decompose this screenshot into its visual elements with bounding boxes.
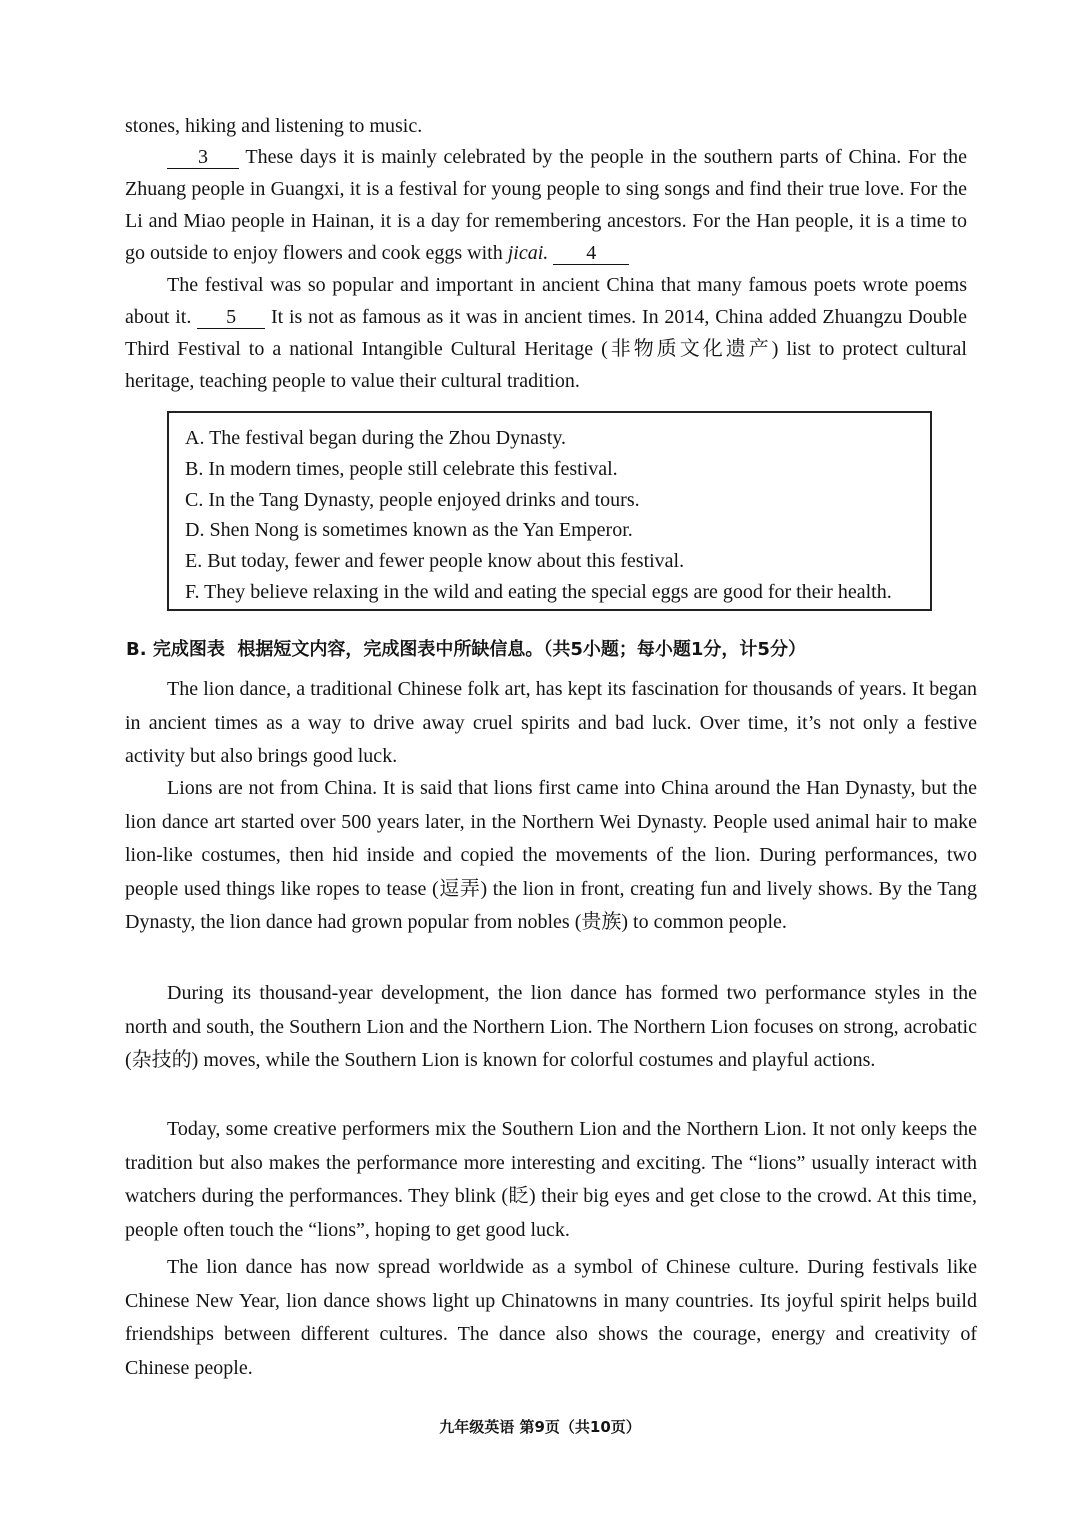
answer-blank-4: 4	[553, 242, 629, 265]
paragraph-b2: Lions are not from China. It is said that lions first came into China around the Han Dynasty, but the lion dance art started over 500 years later, in the Northern Wei Dynasty. People used animal hair to make lion-like costumes, then hid inside and copied the movements of the lion. During performances, two people used things like ropes to tease (逗弄) the lion in front, creating fun and lively shows. By the Tang Dynasty, the lion dance had grown popular from nobles (贵族) to common people.	[125, 777, 977, 933]
option-c: C. In the Tang Dynasty, people enjoyed drinks and tours.	[185, 488, 640, 511]
option-d: D. Shen Nong is sometimes known as the Yan Emperor.	[185, 519, 633, 542]
section-b-heading	[126, 634, 806, 666]
option-b: B. In modern times, people still celebrate this festival.	[185, 457, 618, 480]
paragraph-a0: stones, hiking and listening to music.	[125, 115, 423, 137]
paragraph-a2-text-1: The festival was so popular and important in ancient China that many famous poets wrote poems about it.	[125, 274, 967, 328]
paragraph-b5: The lion dance has now spread worldwide as a symbol of Chinese culture. During festivals like Chinese New Year, lion dance shows light up Chinatowns in many countries. Its joyful spirit helps build friendships between different cultures. The dance also shows the courage, energy and creativity of Chinese people.	[125, 1256, 977, 1379]
paragraph-b3: During its thousand-year development, the lion dance has formed two performance styles in the north and south, the Southern Lion and the Northern Lion. The Northern Lion focuses on strong, acrobatic (杂技的) moves, while the Southern Lion is known for colorful costumes and playful actions.	[125, 982, 977, 1071]
paragraph-a2	[125, 269, 967, 397]
section-b-instruction: 根据短文内容，完成图表中所缺信息。（共5小题；每小题1分，计5分）	[237, 639, 806, 660]
section-b-title: B. 完成图表	[126, 639, 225, 660]
paragraph-a1-text: These days it is mainly celebrated by the people in the southern parts of China. For the Zhuang people in Guangxi, it is a festival for young people to sing songs and find their true love. For the Li and Miao people in Hainan, it is a day for remembering ancestors. For the Han people, it is a time to go outside to enjoy flowers and cook eggs with	[125, 146, 967, 264]
option-e: E. But today, fewer and fewer people know about this festival.	[185, 550, 685, 573]
paragraph-a1	[125, 141, 967, 269]
answer-blank-5: 5	[197, 306, 265, 329]
paragraph-b1: The lion dance, a traditional Chinese folk art, has kept its fascination for thousands of years. It began in ancient times as a way to drive away cruel spirits and bad luck. Over time, it’s not only a festive activity but also brings good luck.	[125, 678, 977, 767]
paragraph-b4: Today, some creative performers mix the Southern Lion and the Northern Lion. It not only keeps the tradition but also makes the performance more interesting and exciting. The “lions” usually interact with watchers during the performances. They blink (眨) their big eyes and get close to the crowd. At this time, people often touch the “lions”, hoping to get good luck.	[125, 1118, 977, 1241]
option-f: F. They believe relaxing in the wild and eating the special eggs are good for their health.	[185, 580, 892, 603]
option-a: A. The festival began during the Zhou Dynasty.	[185, 427, 567, 449]
paragraph-a2-text-2: It is not as famous as it was in ancient times. In 2014, China added Zhuangzu Double Third Festival to a national Intangible Cultural Heritage (非物质文化遗产) list to protect cultural heritage, teaching people to value their cultural tradition.	[125, 306, 968, 392]
answer-blank-3: 3	[167, 146, 239, 169]
options-box	[167, 411, 932, 611]
page-footer: 九年级英语 第9页（共10页）	[439, 1418, 641, 1436]
paragraph-a1-italic: jicai.	[507, 242, 549, 264]
